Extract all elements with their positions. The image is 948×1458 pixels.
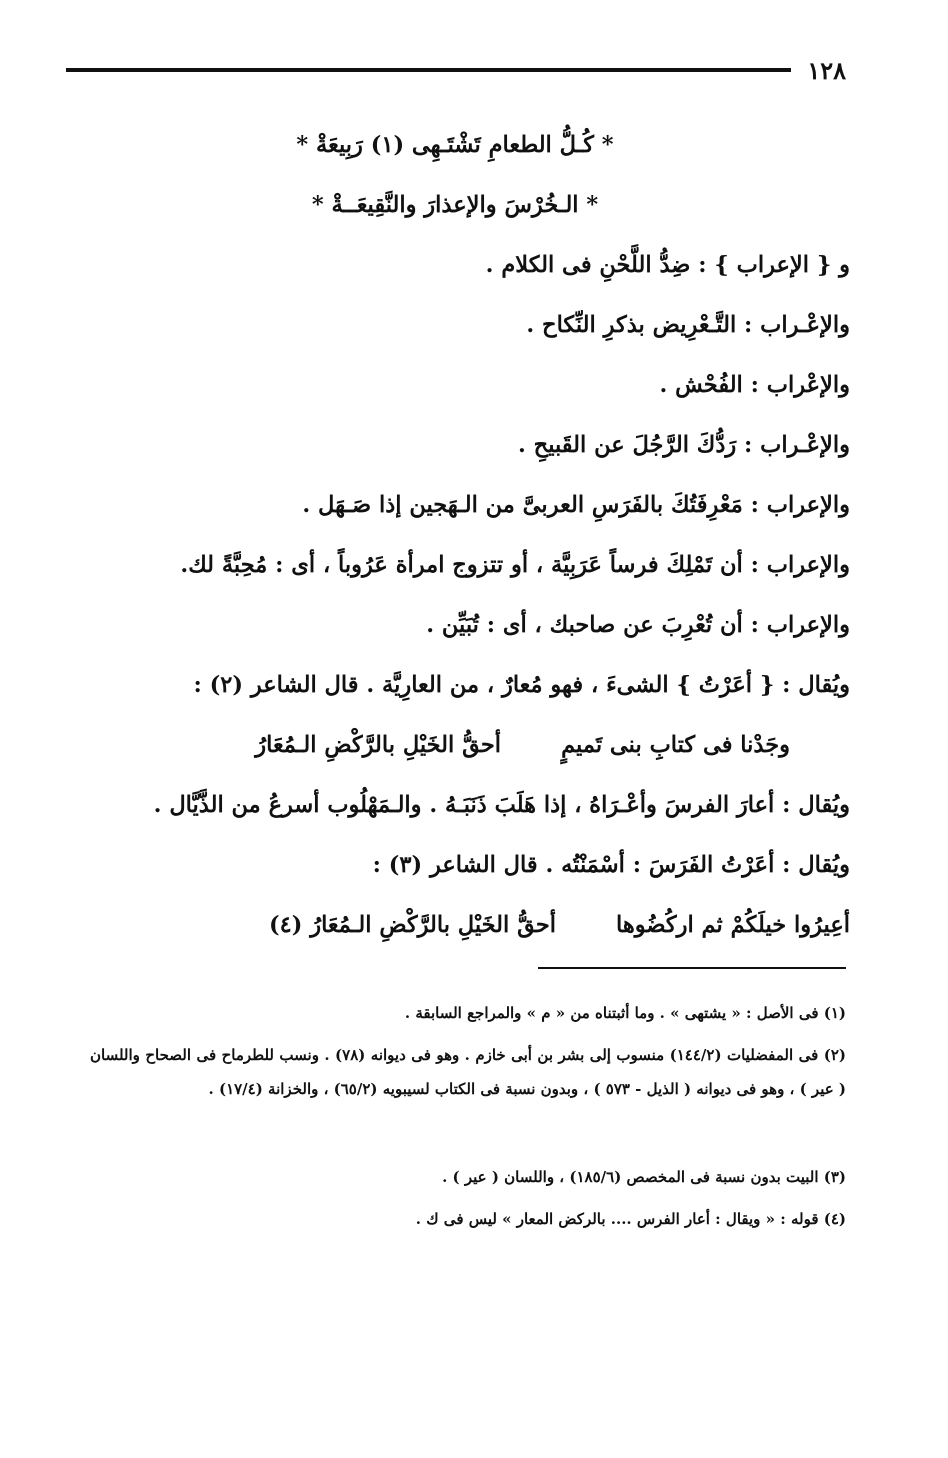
verse-line: * كُـلُّ الطعامِ تَشْتَـهِى (١) رَبِيعَةْ * — [296, 132, 614, 158]
verse-first-hemistich: أعِيرُوا خيلَكُمْ ثم اركُضُوها — [616, 912, 850, 938]
page-number: ١٢٨ — [807, 55, 846, 85]
poem-verse — [60, 896, 850, 954]
text-line: و { الإعراب } : ضِدُّ اللَّحْنِ فى الكلام . — [485, 252, 850, 278]
hemistich-gap — [501, 716, 561, 774]
text-line: والإعْـراب : التَّـعْرِيض بذكرِ النِّكاح . — [526, 312, 850, 338]
text-line: والإعراب : مَعْرِفَتُكَ بالفَرَسِ العربىَّ من الـهَجين إذا صَـهَل . — [302, 492, 850, 518]
footnote-separator — [538, 967, 846, 969]
footnote: (٤) قوله : « ويقال : أعار الفرس .... بالركض المعار » ليس فى ك . — [415, 1210, 846, 1228]
verse-first-hemistich: وجَدْنا فى كتابِ بنى تَميمٍ — [561, 732, 790, 758]
text-line: والإعْراب : الفُحْش . — [659, 372, 850, 398]
footnote: (٢) فى المفضليات (١٤٤/٢) منسوب إلى بشر بن أبى خازم . وهو فى ديوانه (٧٨) . ونسب للطرماح فى الصحاح واللسان ( عير ) ، وهو فى ديوانه ( الذيل - ٥٧٣ ) ، وبدون نسبة فى الكتاب لسيبويه (٦٥/٢) ، والخزانة (١٧/٤) . — [90, 1046, 846, 1098]
verse-second-hemistich: أحقُّ الخَيْلِ بالرَّكْضِ الـمُعَارُ — [255, 732, 502, 758]
text-line: ويُقال : أعَرْتُ الفَرَسَ : أسْمَنْتُه . قال الشاعر (٣) : — [372, 852, 850, 878]
text-line: والإعراب : أن تَمْلِكَ فرساً عَرَبِيَّة ، أو تتزوج امرأة عَرُوباً ، أى : مُحِبَّةً لك. — [180, 552, 850, 578]
header-rule — [66, 68, 791, 72]
text-line: والإعْـراب : رَدُّكَ الرَّجُلَ عن القَبيحِ . — [518, 432, 850, 458]
poem-verse — [60, 716, 850, 774]
text-line: والإعراب : أن تُعْرِبَ عن صاحبك ، أى : تُبَيِّن . — [426, 612, 850, 638]
verse-line: * الـخُرْسَ والإعذارَ والنَّقِيعَــةْ * — [311, 192, 599, 218]
footnote: (٣) البيت بدون نسبة فى المخصص (١٨٥/٦) ، واللسان ( عير ) . — [442, 1168, 846, 1186]
hemistich-gap — [556, 896, 616, 954]
footnote: (١) فى الأصل : « يشتهى » . وما أثبتناه من « م » والمراجع السابقة . — [404, 1004, 846, 1022]
page-header — [66, 52, 846, 88]
text-line: ويُقال : { أعَرْتُ } الشىءَ ، فهو مُعارٌ ، من العارِيَّة . قال الشاعر (٢) : — [193, 672, 850, 698]
verse-second-hemistich: أحقُّ الخَيْلِ بالرَّكْضِ الـمُعَارُ (٤) — [268, 912, 557, 938]
text-line: ويُقال : أعارَ الفرسَ وأعْـرَاهُ ، إذا هَلَبَ ذَنَبَـهُ . والـمَهْلُوب أسرعُ من الذَّيَّال . — [153, 792, 850, 818]
